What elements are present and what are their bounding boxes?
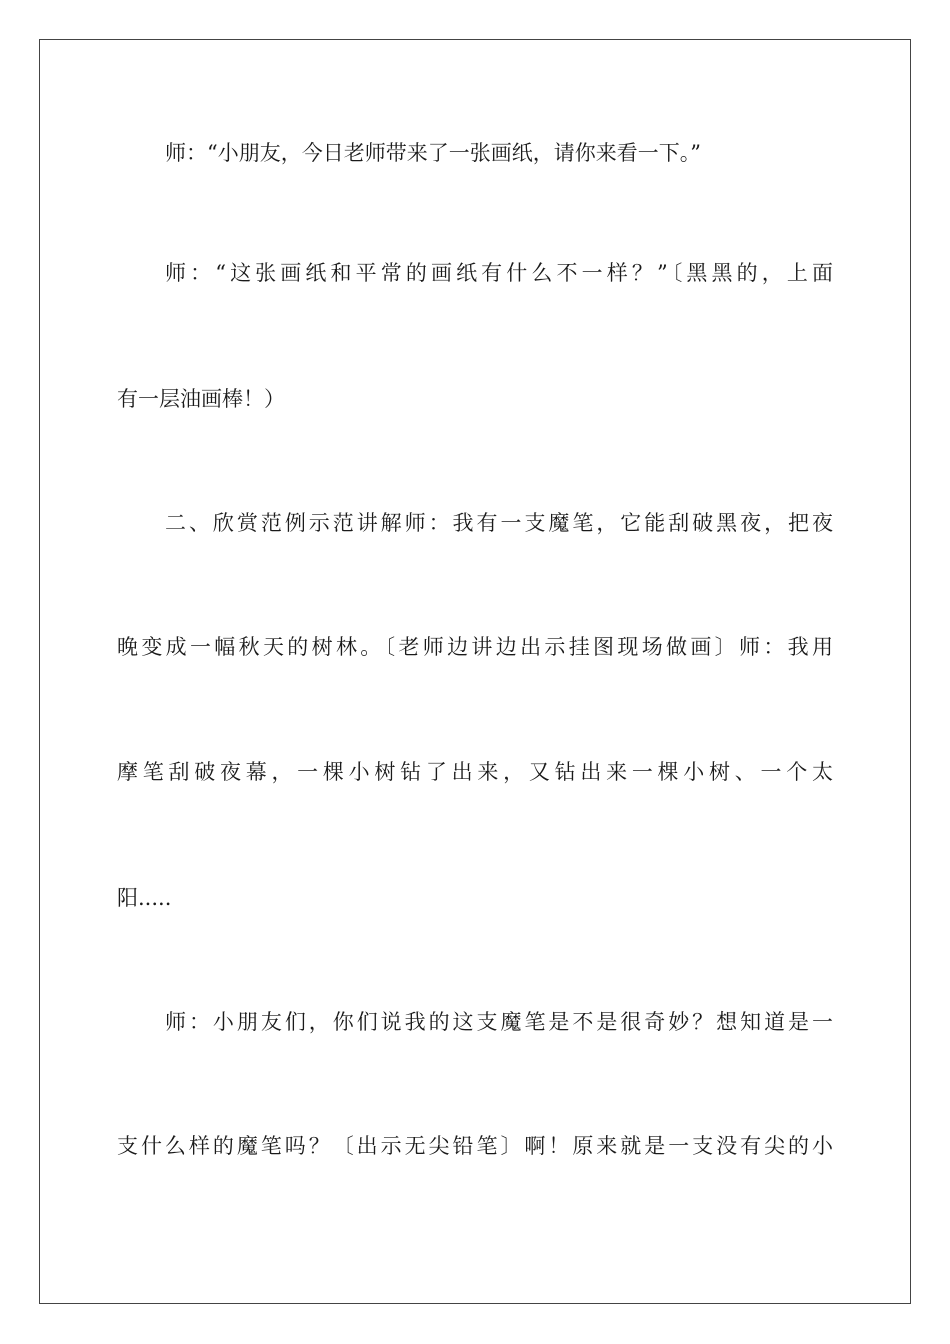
text-line-3: 有一层油画棒！） xyxy=(117,387,285,411)
text-line-7: 阳..... xyxy=(117,886,172,910)
page-border xyxy=(39,39,911,1304)
text-line-6: 摩笔刮破夜幕，一棵小树钻了出来，又钻出来一棵小树、一个太 xyxy=(117,760,833,784)
text-line-8: 师：小朋友们，你们说我的这支魔笔是不是很奇妙？想知道是一 xyxy=(165,1010,833,1034)
text-line-9: 支什么样的魔笔吗？〔出示无尖铅笔〕啊！原来就是一支没有尖的小 xyxy=(117,1134,833,1158)
text-line-2: 师：“这张画纸和平常的画纸有什么不一样？”〔黑黑的，上面 xyxy=(165,261,833,285)
text-line-5: 晚变成一幅秋天的树林。〔老师边讲边出示挂图现场做画〕师：我用 xyxy=(117,635,833,659)
text-line-1: 师：“小朋友，今日老师带来了一张画纸，请你来看一下。” xyxy=(165,141,701,165)
text-line-4: 二、欣赏范例示范讲解师：我有一支魔笔，它能刮破黑夜，把夜 xyxy=(165,511,833,535)
